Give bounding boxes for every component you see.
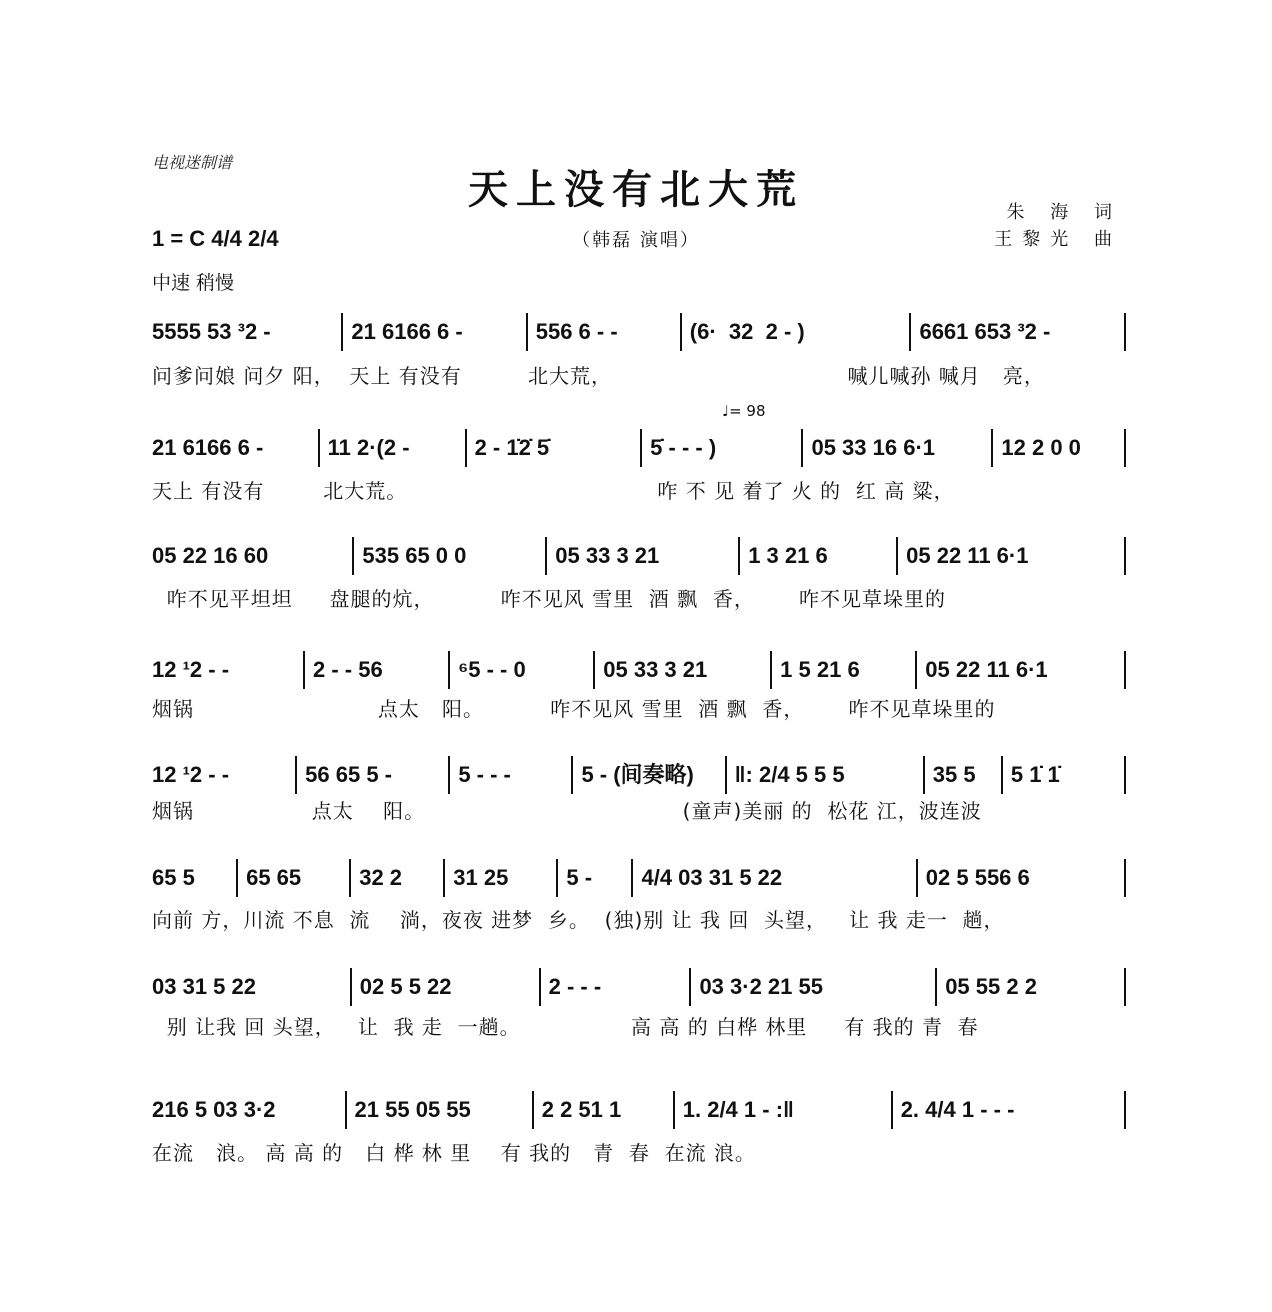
measure: ‖: 2/4 5 5 5 (725, 756, 923, 794)
measure: 6661 653 ³2 - (909, 313, 1124, 351)
measure: 65 5 (152, 865, 195, 890)
lyric-line: 咋不见平坦坦 盘腿的炕， 咋不见风 雪里 酒 飘 香， 咋不见草垛里的 (152, 587, 947, 611)
metronome-mark: ♩= 98 (722, 402, 766, 420)
measure: 2 - 1̇2̇ 5̇ (465, 429, 641, 467)
singer: （韩磊 演唱） (572, 230, 700, 251)
lyric-line: 烟锅 点太 阳。 (童声)美丽 的 松花 江，波连波 (152, 799, 982, 823)
bar-line (1124, 756, 1126, 794)
measure: 31 25 (443, 859, 556, 897)
bar-line (1124, 429, 1126, 467)
bar-line (1124, 968, 1126, 1006)
measure: 32 2 (349, 859, 443, 897)
measure: 4/4 03 31 5 22 (631, 859, 915, 897)
bar-line (1124, 859, 1126, 897)
notation-line (152, 755, 1126, 795)
bar-line (1124, 1091, 1126, 1129)
measure: 5 - (556, 859, 631, 897)
lyric-line: 别 让我 回 头望， 让 我 走 一趟。 高 高 的 白桦 林里 有 我的 青 春 (152, 1015, 979, 1039)
measure: 35 5 (923, 756, 1001, 794)
measure: 05 33 16 6·1 (801, 429, 991, 467)
measure: 05 55 2 2 (935, 968, 1124, 1006)
lyric-line: 天上 有没有 北大荒。 咋 不 见 着了 火 的 红 高 粱， (152, 479, 955, 503)
measure: 05 22 16 60 (152, 543, 269, 568)
notation-line (152, 312, 1126, 352)
song-title: 天上没有北大荒 (468, 166, 804, 213)
measure: 56 65 5 - (295, 756, 448, 794)
measure: 216 5 03 3·2 (152, 1097, 276, 1122)
measure: 5̇ - - - ) (640, 429, 801, 467)
measure: 05 33 3 21 (593, 651, 770, 689)
lyricist: 朱 海 词 (1006, 202, 1122, 223)
notation-line (152, 1090, 1126, 1130)
measure: 5 1̇ 1̇ (1001, 756, 1124, 794)
measure: 2 - - 56 (303, 651, 448, 689)
lyric-line: 问爹问娘 问夕 阳， 天上 有没有 北大荒， 喊儿喊孙 喊月 亮， (152, 364, 1045, 388)
source-note: 电视迷制谱 (152, 153, 233, 172)
key-signature: 1 = C 4/4 2/4 (152, 226, 279, 251)
measure: (6· 32 2 - ) (680, 313, 910, 351)
measure: ⁶5 - - 0 (448, 651, 593, 689)
measure: 1. 2/4 1 - :‖ (673, 1091, 891, 1129)
measure: 05 33 3 21 (545, 537, 738, 575)
notation-line (152, 967, 1126, 1007)
measure: 11 2·(2 - (318, 429, 465, 467)
measure: 03 31 5 22 (152, 974, 256, 999)
measure: 5 - (间奏略) (571, 756, 724, 794)
measure: 21 55 05 55 (345, 1091, 532, 1129)
measure: 21 6166 6 - (152, 435, 264, 460)
measure: 1 5 21 6 (770, 651, 915, 689)
measure: 03 3·2 21 55 (689, 968, 935, 1006)
measure: 1 3 21 6 (738, 537, 896, 575)
measure: 2. 4/4 1 - - - (891, 1091, 1124, 1129)
bar-line (1124, 537, 1126, 575)
measure: 5555 53 ³2 - (152, 319, 271, 344)
notation-line (152, 428, 1126, 468)
measure: 05 22 11 6·1 (896, 537, 1124, 575)
measure: 535 65 0 0 (352, 537, 545, 575)
measure: 05 22 11 6·1 (915, 651, 1124, 689)
measure: 02 5 5 22 (350, 968, 539, 1006)
measure: 02 5 556 6 (916, 859, 1124, 897)
bar-line (1124, 313, 1126, 351)
measure: 2 2 51 1 (532, 1091, 673, 1129)
notation-line (152, 650, 1126, 690)
measure: 12 ¹2 - - (152, 657, 230, 682)
composer: 王黎光 曲 (994, 229, 1122, 250)
tempo-marking: 中速 稍慢 (152, 272, 235, 294)
notation-line (152, 858, 1126, 898)
measure: 12 2 0 0 (991, 429, 1124, 467)
measure: 556 6 - - (526, 313, 680, 351)
measure: 12 ¹2 - - (152, 762, 230, 787)
lyric-line: 向前 方，川流 不息 流 淌，夜夜 进梦 乡。 (独)别 让 我 回 头望， 让 我 走一 趟， (152, 908, 1005, 932)
bar-line (1124, 651, 1126, 689)
lyric-line: 烟锅 点太 阳。 咋不见风 雪里 酒 飘 香， 咋不见草垛里的 (152, 697, 996, 721)
lyric-line: 在流 浪。 高 高 的 白 桦 林 里 有 我的 青 春 在流 浪。 (152, 1141, 756, 1165)
measure: 5 - - - (448, 756, 571, 794)
measure: 2 - - - (539, 968, 690, 1006)
measure: 21 6166 6 - (341, 313, 525, 351)
notation-line (152, 536, 1126, 576)
measure: 65 65 (236, 859, 349, 897)
